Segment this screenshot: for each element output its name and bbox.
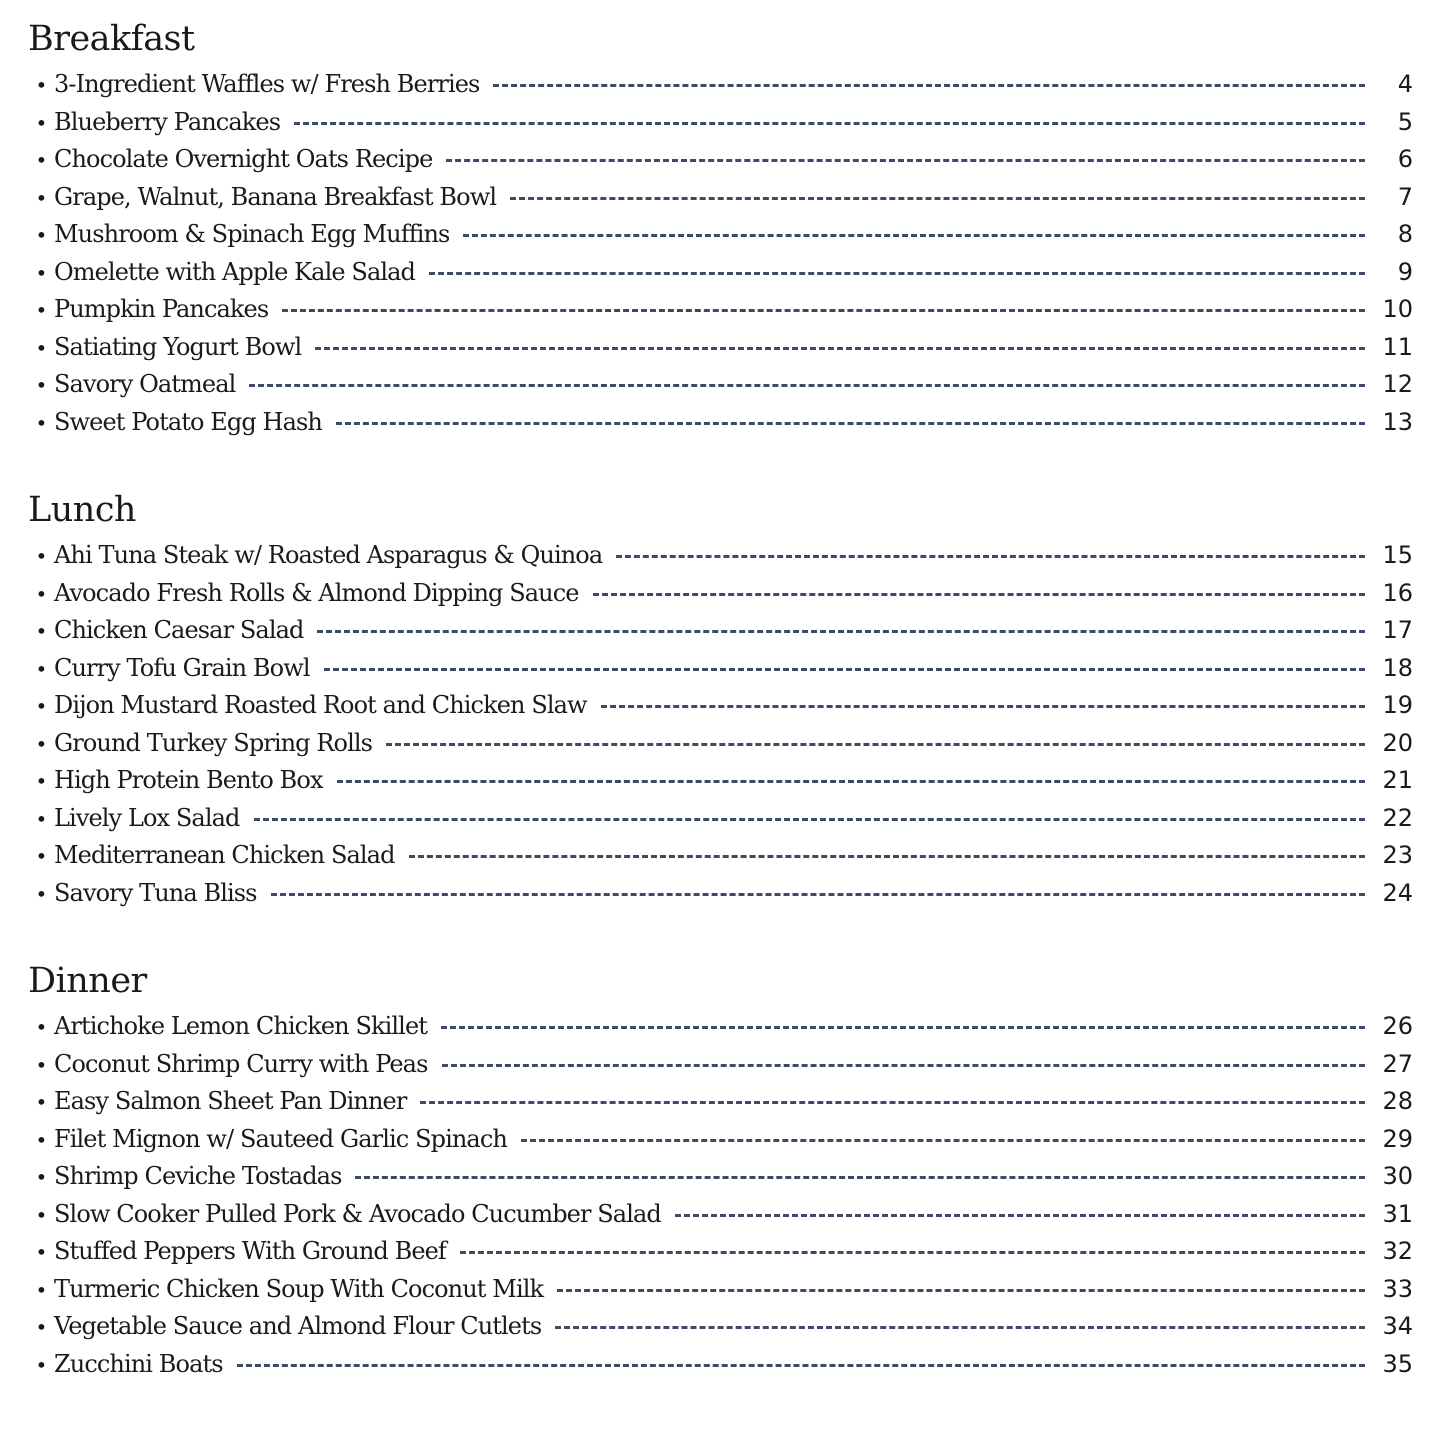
- dotted-leader: [675, 1214, 1365, 1217]
- dotted-leader: [601, 705, 1365, 708]
- page-number: 6: [1397, 145, 1413, 173]
- page-number: 31: [1382, 1199, 1413, 1228]
- page-number: 16: [1382, 578, 1413, 607]
- toc-entry[interactable]: [28, 179, 1413, 217]
- recipe-title: Dijon Mustard Roasted Root and Chicken Slaw: [54, 691, 587, 719]
- recipe-title: Sweet Potato Egg Hash: [54, 407, 322, 436]
- page-number: 11: [1382, 332, 1413, 361]
- recipe-title: High Protein Bento Box: [54, 766, 323, 794]
- toc-entry[interactable]: [28, 66, 1413, 104]
- dotted-leader: [237, 1364, 1365, 1367]
- dotted-leader: [355, 1176, 1365, 1179]
- dotted-leader: [521, 1139, 1365, 1142]
- page-number: 15: [1382, 541, 1413, 569]
- recipe-title: Avocado Fresh Rolls & Almond Dipping Sauce: [54, 578, 579, 607]
- bullet-icon: •: [35, 110, 47, 135]
- bullet-icon: •: [35, 656, 47, 681]
- toc-entry[interactable]: [28, 329, 1413, 367]
- recipe-title: Turmeric Chicken Soup With Coconut Milk: [54, 1274, 544, 1303]
- page-number: 24: [1382, 878, 1413, 907]
- toc-entry[interactable]: [28, 1233, 1413, 1271]
- toc-entry[interactable]: [28, 1008, 1413, 1046]
- dotted-leader: [271, 893, 1365, 896]
- recipe-title: Savory Tuna Bliss: [54, 878, 257, 907]
- page-number: 34: [1382, 1312, 1413, 1340]
- dotted-leader: [324, 668, 1365, 671]
- bullet-icon: •: [35, 1052, 47, 1077]
- recipe-title: Mediterranean Chicken Salad: [54, 841, 395, 869]
- toc-entry[interactable]: [28, 1196, 1413, 1234]
- dotted-leader: [446, 159, 1365, 162]
- dotted-leader: [429, 272, 1365, 275]
- recipe-title: Chicken Caesar Salad: [54, 616, 304, 644]
- bullet-icon: •: [35, 806, 47, 831]
- page-number: 30: [1382, 1162, 1413, 1190]
- bullet-icon: •: [35, 373, 47, 397]
- dotted-leader: [442, 1064, 1366, 1067]
- page-number: 22: [1382, 803, 1413, 832]
- recipe-title: Shrimp Ceviche Tostadas: [54, 1162, 342, 1190]
- page-number: 19: [1382, 691, 1413, 719]
- bullet-icon: •: [35, 298, 47, 322]
- toc-entry[interactable]: [28, 1271, 1413, 1309]
- dotted-leader: [493, 84, 1365, 87]
- entry-list: [28, 1008, 1413, 1383]
- bullet-icon: •: [35, 1165, 47, 1189]
- recipe-title: Mushroom & Spinach Egg Muffins: [54, 220, 450, 248]
- entry-list: [28, 66, 1413, 441]
- page-number: 20: [1382, 728, 1413, 757]
- toc-entry[interactable]: [28, 537, 1413, 575]
- dotted-leader: [441, 1026, 1365, 1029]
- dotted-leader: [315, 347, 1365, 350]
- bullet-icon: •: [35, 844, 47, 868]
- toc-entry[interactable]: [28, 366, 1413, 404]
- dotted-leader: [616, 555, 1365, 558]
- bullet-icon: •: [35, 1090, 47, 1114]
- bullet-icon: •: [35, 1015, 47, 1039]
- recipe-title: Ground Turkey Spring Rolls: [54, 728, 373, 757]
- recipe-title: Zucchini Boats: [54, 1349, 223, 1378]
- page-number: 10: [1382, 295, 1413, 323]
- dotted-leader: [336, 422, 1365, 425]
- toc-entry[interactable]: [28, 687, 1413, 725]
- bullet-icon: •: [35, 410, 47, 435]
- dotted-leader: [555, 1326, 1365, 1329]
- dotted-leader: [337, 780, 1365, 783]
- page-number: 26: [1382, 1012, 1413, 1040]
- recipe-title: Satiating Yogurt Bowl: [54, 332, 302, 361]
- dotted-leader: [317, 630, 1365, 633]
- recipe-title: Savory Oatmeal: [54, 370, 236, 398]
- toc-entry[interactable]: [28, 575, 1413, 613]
- toc-entry[interactable]: [28, 1346, 1413, 1384]
- recipe-title: Pumpkin Pancakes: [54, 295, 269, 323]
- toc-entry[interactable]: [28, 650, 1413, 688]
- bullet-icon: •: [35, 185, 47, 210]
- page-number: 23: [1382, 841, 1413, 869]
- toc-entry[interactable]: [28, 837, 1413, 875]
- recipe-title: Coconut Shrimp Curry with Peas: [54, 1049, 428, 1078]
- recipe-title: Curry Tofu Grain Bowl: [54, 653, 310, 682]
- section-heading: Dinner: [28, 961, 147, 1001]
- dotted-leader: [294, 122, 1365, 125]
- dotted-leader: [386, 743, 1365, 746]
- toc-entry[interactable]: [28, 104, 1413, 142]
- bullet-icon: •: [35, 544, 47, 568]
- dotted-leader: [282, 309, 1365, 312]
- toc-entry[interactable]: [28, 612, 1413, 650]
- toc-entry[interactable]: [28, 725, 1413, 763]
- bullet-icon: •: [35, 881, 47, 906]
- page-number: 21: [1382, 766, 1413, 794]
- toc-entry[interactable]: [28, 1158, 1413, 1196]
- recipe-title: Grape, Walnut, Banana Breakfast Bowl: [54, 182, 497, 211]
- bullet-icon: •: [35, 1127, 47, 1152]
- bullet-icon: •: [35, 769, 47, 793]
- toc-section-dinner: [28, 956, 1413, 1383]
- toc-entry[interactable]: [28, 762, 1413, 800]
- recipe-title: Stuffed Peppers With Ground Beef: [54, 1237, 446, 1265]
- recipe-title: Lively Lox Salad: [54, 803, 240, 832]
- bullet-icon: •: [35, 1315, 47, 1339]
- toc-section-lunch: [28, 485, 1413, 912]
- page-number: 12: [1382, 370, 1413, 398]
- page-number: 33: [1382, 1274, 1413, 1303]
- toc-section-breakfast: [28, 14, 1413, 441]
- recipe-title: Chocolate Overnight Oats Recipe: [54, 145, 433, 173]
- entry-list: [28, 537, 1413, 912]
- bullet-icon: •: [35, 148, 47, 172]
- toc-entry[interactable]: [28, 254, 1413, 292]
- toc-entry[interactable]: [28, 291, 1413, 329]
- recipe-title: 3-Ingredient Waffles w/ Fresh Berries: [54, 70, 480, 98]
- dotted-leader: [409, 855, 1365, 858]
- recipe-title: Blueberry Pancakes: [54, 107, 281, 136]
- dotted-leader: [254, 818, 1366, 821]
- dotted-leader: [463, 234, 1365, 237]
- dotted-leader: [249, 384, 1365, 387]
- recipe-title: Ahi Tuna Steak w/ Roasted Asparagus & Quinoa: [54, 541, 603, 569]
- page-number: 5: [1397, 107, 1413, 136]
- page-number: 18: [1382, 653, 1413, 682]
- toc-entry[interactable]: [28, 141, 1413, 179]
- section-heading: Breakfast: [28, 19, 195, 59]
- bullet-icon: •: [35, 1277, 47, 1302]
- toc-entry[interactable]: [28, 1308, 1413, 1346]
- page-number: 9: [1397, 257, 1413, 286]
- bullet-icon: •: [35, 223, 47, 247]
- page-number: 28: [1382, 1087, 1413, 1115]
- page-number: 17: [1382, 616, 1413, 644]
- dotted-leader: [460, 1251, 1365, 1254]
- recipe-title: Slow Cooker Pulled Pork & Avocado Cucumber Salad: [54, 1199, 661, 1228]
- page-number: 8: [1397, 220, 1413, 248]
- page-number: 32: [1382, 1237, 1413, 1265]
- bullet-icon: •: [35, 619, 47, 643]
- toc-entry[interactable]: [28, 216, 1413, 254]
- section-heading: Lunch: [28, 490, 136, 530]
- page-number: 4: [1397, 70, 1413, 98]
- recipe-title: Easy Salmon Sheet Pan Dinner: [54, 1087, 407, 1115]
- bullet-icon: •: [35, 1202, 47, 1227]
- table-of-contents: [28, 14, 1413, 1383]
- dotted-leader: [593, 593, 1365, 596]
- bullet-icon: •: [35, 260, 47, 285]
- toc-entry[interactable]: [28, 1083, 1413, 1121]
- page-number: 7: [1397, 182, 1413, 211]
- recipe-title: Artichoke Lemon Chicken Skillet: [54, 1012, 428, 1040]
- bullet-icon: •: [35, 731, 47, 756]
- page-number: 13: [1382, 407, 1413, 436]
- bullet-icon: •: [35, 694, 47, 718]
- recipe-title: Filet Mignon w/ Sauteed Garlic Spinach: [54, 1124, 507, 1153]
- bullet-icon: •: [35, 581, 47, 606]
- toc-entry[interactable]: [28, 1121, 1413, 1159]
- toc-entry[interactable]: [28, 1046, 1413, 1084]
- bullet-icon: •: [35, 1240, 47, 1264]
- toc-entry[interactable]: [28, 800, 1413, 838]
- dotted-leader: [420, 1101, 1365, 1104]
- page-number: 35: [1382, 1349, 1413, 1378]
- bullet-icon: •: [35, 73, 47, 97]
- toc-entry[interactable]: [28, 875, 1413, 913]
- recipe-title: Vegetable Sauce and Almond Flour Cutlets: [54, 1312, 542, 1340]
- recipe-title: Omelette with Apple Kale Salad: [54, 257, 415, 286]
- bullet-icon: •: [35, 335, 47, 360]
- dotted-leader: [557, 1289, 1365, 1292]
- page-number: 29: [1382, 1124, 1413, 1153]
- toc-entry[interactable]: [28, 404, 1413, 442]
- dotted-leader: [510, 197, 1365, 200]
- bullet-icon: •: [35, 1352, 47, 1377]
- page-number: 27: [1382, 1049, 1413, 1078]
